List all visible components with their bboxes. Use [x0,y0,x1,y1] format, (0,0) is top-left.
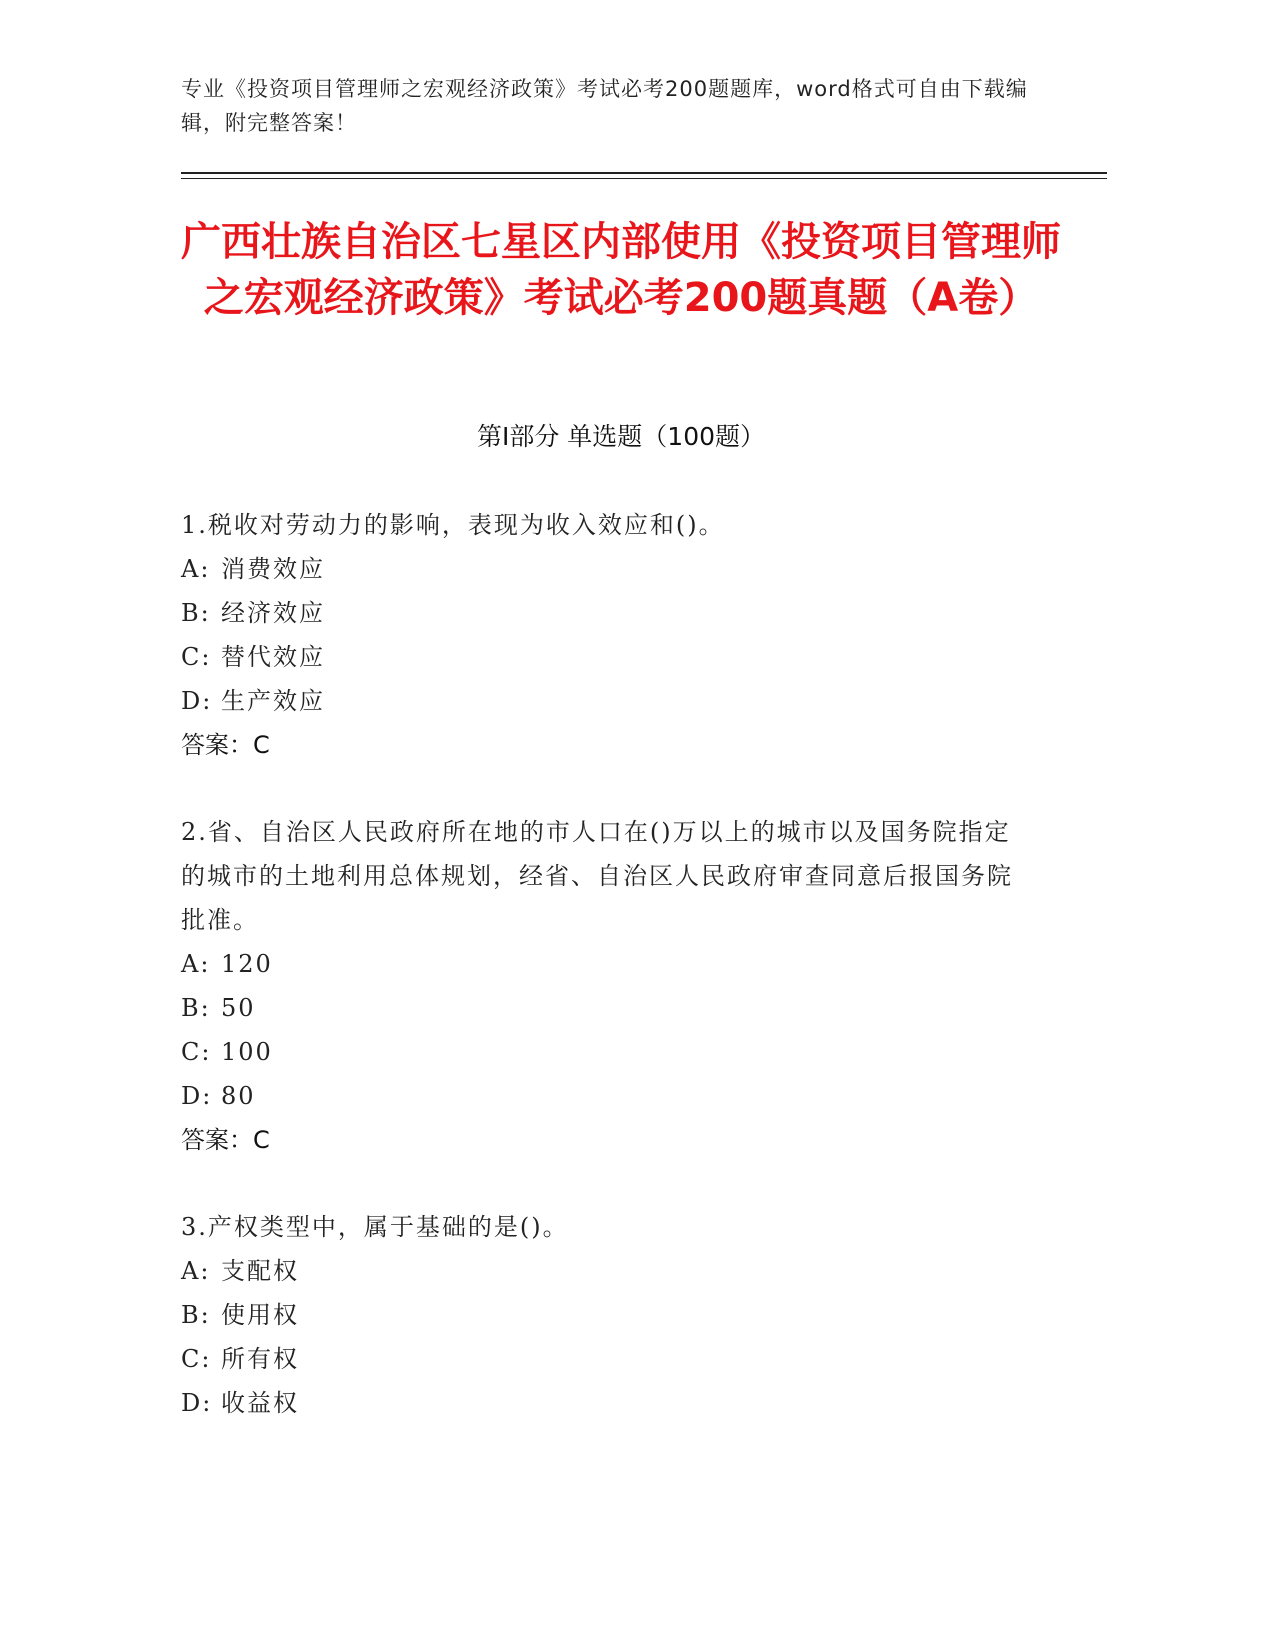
header-note: 专业《投资项目管理师之宏观经济政策》考试必考200题题库，word格式可自由下载编辑，附完整答案！ [181,77,1028,135]
option-key: A: [181,555,211,583]
header-divider-thin [181,178,1107,179]
option-text: 80 [221,1082,256,1110]
option-text: 50 [221,994,256,1022]
option-text: 替代效应 [221,643,325,671]
section-title: 第Ⅰ部分 单选题（100题） [476,422,766,451]
option-key: D: [181,1389,213,1417]
option-key: D: [181,687,213,715]
option-key: D: [181,1082,213,1110]
question-1 [181,503,1031,767]
option-text: 收益权 [221,1389,299,1417]
option-text: 使用权 [221,1301,299,1329]
option-a [181,1249,1031,1293]
question-stem: 2.省、自治区人民政府所在地的市人口在()万以上的城市以及国务院指定的城市的土地利用总体规划，经省、自治区人民政府审查同意后报国务院批准。 [181,818,1013,934]
option-text: 生产效应 [221,687,325,715]
option-d [181,1074,1031,1118]
option-key: C: [181,643,212,671]
answer: 答案：C [181,1126,270,1154]
option-text: 所有权 [221,1345,299,1373]
option-d [181,679,1031,723]
option-key: B: [181,1301,211,1329]
question-list [181,503,1031,1468]
question-3 [181,1205,1031,1425]
answer: 答案：C [181,731,270,759]
option-key: A: [181,1257,211,1285]
option-c [181,1337,1031,1381]
document-title: 广西壮族自治区七星区内部使用《投资项目管理师之宏观经济政策》考试必考200题真题（A卷） [181,219,1061,321]
option-text: 100 [221,1038,273,1066]
option-a [181,547,1031,591]
option-c [181,1030,1031,1074]
option-b [181,1293,1031,1337]
option-c [181,635,1031,679]
option-b [181,591,1031,635]
option-text: 支配权 [221,1257,299,1285]
option-d [181,1381,1031,1425]
option-a [181,942,1031,986]
question-stem: 3.产权类型中，属于基础的是()。 [181,1213,569,1241]
option-key: C: [181,1038,212,1066]
option-key: B: [181,599,211,627]
option-text: 消费效应 [221,555,325,583]
header-divider-thick [181,172,1107,174]
question-2 [181,810,1031,1162]
question-stem: 1.税收对劳动力的影响，表现为收入效应和()。 [181,511,725,539]
option-key: A: [181,950,211,978]
option-text: 120 [221,950,273,978]
option-b [181,986,1031,1030]
option-key: C: [181,1345,212,1373]
option-key: B: [181,994,211,1022]
option-text: 经济效应 [221,599,325,627]
